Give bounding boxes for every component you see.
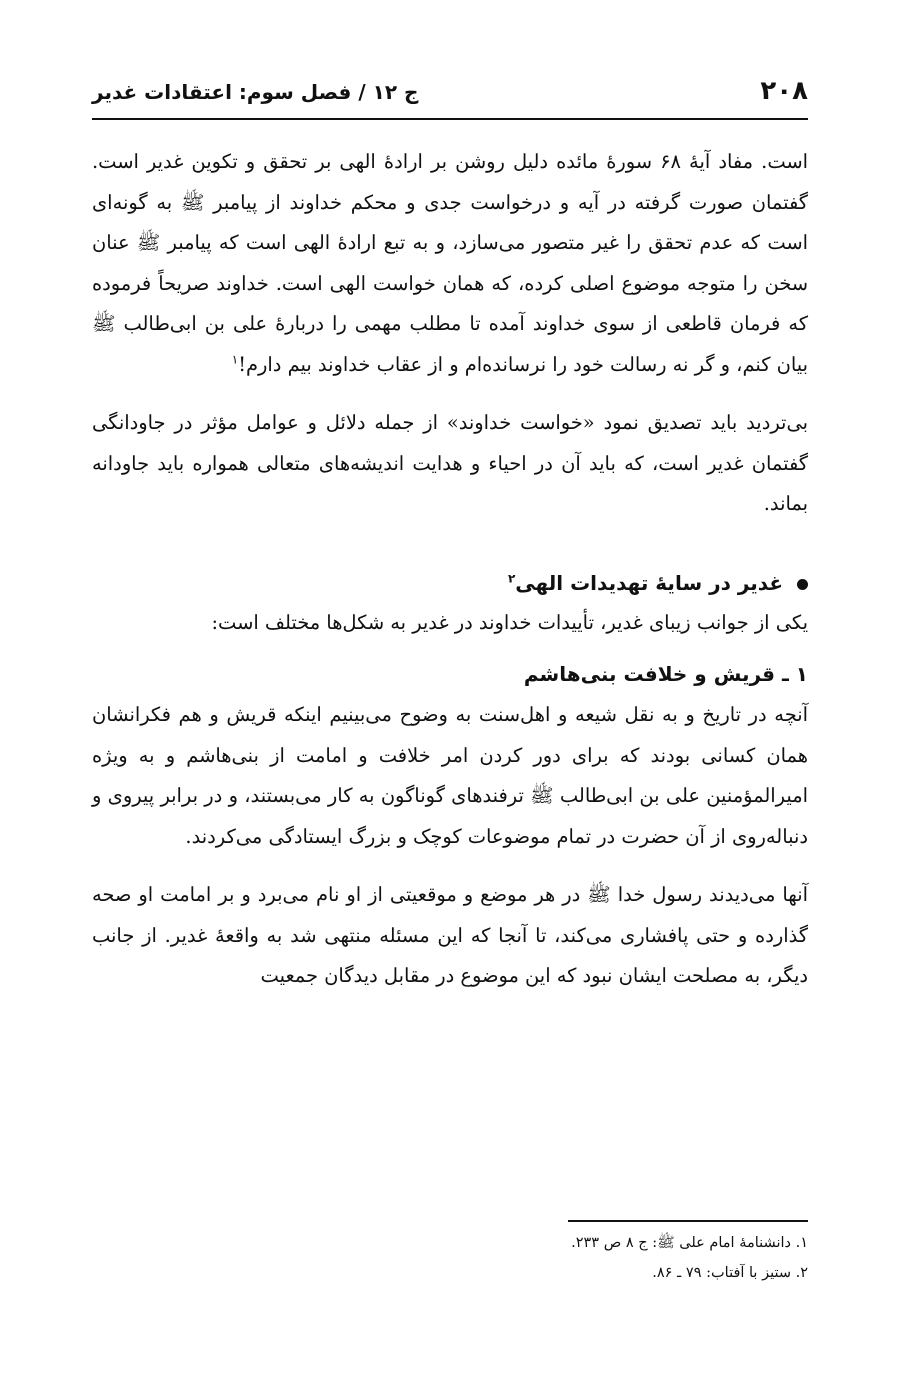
page-number: ۲۰۸ — [760, 76, 808, 106]
running-head: ج ۱۲ / فصل سوم: اعتقادات غدیر — [92, 80, 419, 104]
bullet-icon — [797, 579, 808, 590]
paragraph-1-text: است. مفاد آیهٔ ۶۸ سورهٔ مائده دلیل روشن بر ارادهٔ الهی بر تحقق و تکوین غدیر است. گفتمان صورت گرفته در آیه و درخواست جدی و محکم خداوند از پیامبر ﷺ به گونه‌ای است که عدم تحقق را غیر متصور می‌سازد، و به تبع ارادهٔ الهی است که پیامبر ﷺ عنان سخن را متوجه موضوع اصلی کرده، که همان خواست الهی است. خداوند صریحاً فرموده که فرمان قاطعی از سوی خداوند آمده تا مطلب مهمی را دربارهٔ علی بن ابی‌طالب ﷺ بیان کنم، و گر نه رسالت خود را نرسانده‌ام و از عقاب خداوند بیم دارم! — [92, 150, 808, 376]
footnote-1: ۱. دانشنامهٔ امام علی ﷺ: ج ۸ ص ۲۳۳. — [571, 1235, 808, 1251]
main-text — [92, 142, 808, 997]
paragraph-1 — [92, 142, 808, 385]
footnote-ref-2: ۲ — [507, 570, 516, 585]
footnote-2: ۲. ستیز با آفتاب: ۷۹ ـ ۸۶. — [652, 1265, 808, 1281]
section-heading-text: غدیر در سایهٔ تهدیدات الهی — [515, 570, 783, 595]
paragraph-4: آنچه در تاریخ و به نقل شیعه و اهل‌سنت به وضوح می‌بینیم اینکه قریش و هم فکرانشان همان کسانی بودند که برای دور کردن امر خلافت و امامت از بنی‌هاشم و به ویژه امیرالمؤمنین علی بن ابی‌طالب ﷺ ترفندهای گوناگون به کار می‌بستند، و در برابر پیروی و دنباله‌روی از آن حضرت در تمام موضوعات کوچک و بزرگ ایستادگی می‌کردند. — [92, 703, 808, 848]
page-header — [92, 74, 808, 120]
footnote-divider — [568, 1220, 808, 1222]
paragraph-5: آنها می‌دیدند رسول خدا ﷺ در هر موضع و موقعیتی از او نام می‌برد و بر امامت او صحه گذارده و حتی پافشاری می‌کند، تا آنجا که این مسئله منتهی شد به واقعهٔ غدیر. از جانب دیگر، به مصلحت ایشان نبود که این موضوع در مقابل دیدگان جمعیت — [92, 883, 808, 987]
paragraph-2: بی‌تردید باید تصدیق نمود «خواست خداوند» از جمله دلائل و عوامل مؤثر در جاودانگی گفتمان غدیر است، که باید آن در احیاء و هدایت اندیشه‌های متعالی همواره باید جاودانه بماند. — [92, 411, 808, 515]
subsection-heading: ۱ ـ قریش و خلافت بنی‌هاشم — [523, 662, 808, 686]
paragraph-3: یکی از جوانب زیبای غدیر، تأییدات خداوند در غدیر به شکل‌ها مختلف است: — [211, 610, 808, 634]
footnotes — [92, 1220, 808, 1288]
footnote-ref-1: ۱ — [231, 352, 239, 367]
section-heading — [92, 563, 808, 603]
